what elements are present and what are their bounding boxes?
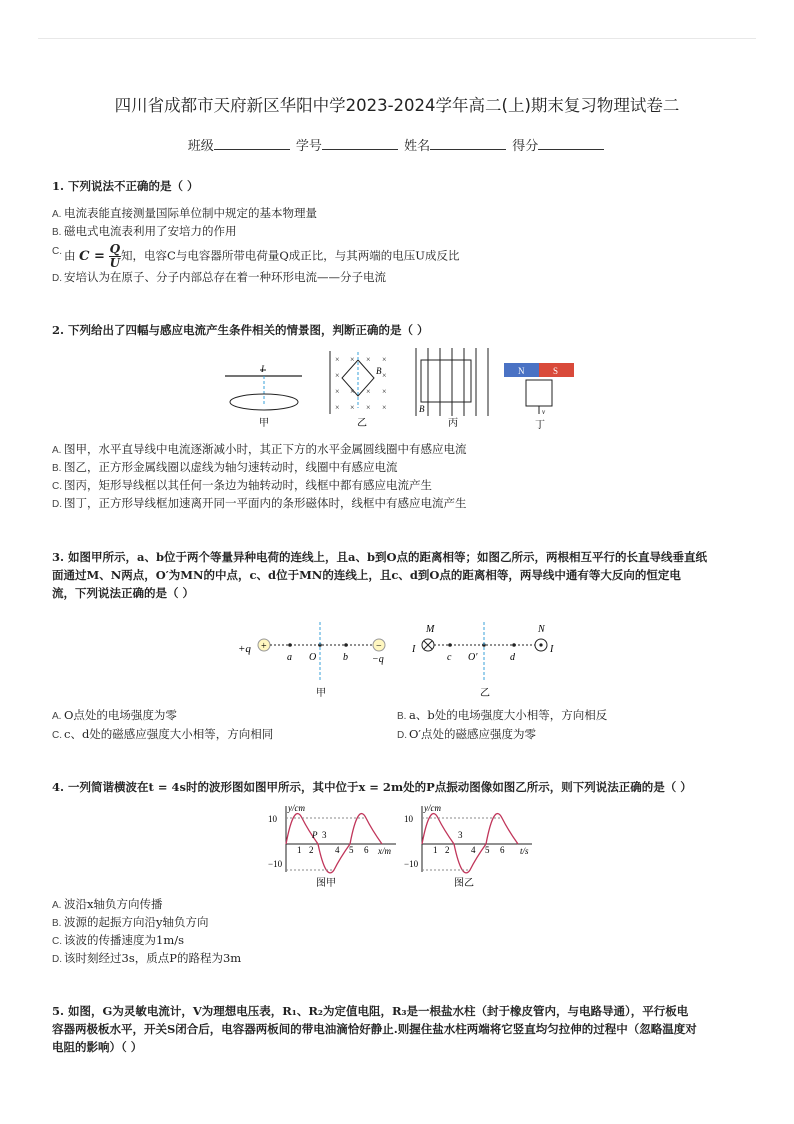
q2-option-c[interactable]: C. 图丙，矩形导线框以其任何一条边为轴转动时，线框中都有感应电流产生 xyxy=(52,478,432,492)
label-c: c xyxy=(447,652,452,663)
minus-q-label: −q xyxy=(372,654,384,665)
fraction-q-over-u: $\frac{Q}{U}$ xyxy=(109,242,121,270)
q5-stem-line3: 电阻的影响）（ ） xyxy=(52,1040,143,1054)
q1-option-c[interactable]: C. 由 C = $\frac{Q}{U}$ 知，电容C与电容器所带电荷量Q成正比，与其两端的电压U成反比 xyxy=(52,242,460,270)
name-blank[interactable] xyxy=(430,138,506,150)
svg-text:×: × xyxy=(350,355,355,364)
svg-text:6: 6 xyxy=(500,845,505,855)
caption-bing: 丙 xyxy=(448,418,458,429)
svg-text:×: × xyxy=(382,403,387,412)
q3-stem-line1: 3. 如图甲所示，a、b位于两个等量异种电荷的连线上，且a、b到O点的距离相等；如图乙所示，两根相互平行的长直导线垂直纸 xyxy=(52,550,708,564)
svg-text:×: × xyxy=(350,403,355,412)
q4-figures xyxy=(268,800,538,892)
caption-q3-yi: 乙 xyxy=(480,688,490,699)
figure-wires xyxy=(411,622,554,699)
svg-text:×: × xyxy=(335,403,340,412)
q4-option-c[interactable]: C. 该波的传播速度为1m/s xyxy=(52,933,184,947)
q1-option-a[interactable]: A. 电流表能直接测量国际单位制中规定的基本物理量 xyxy=(52,206,317,220)
q3-option-a-text: O点处的电场强度为零 xyxy=(64,708,177,722)
label-n: N xyxy=(538,624,545,635)
label-o-prime: O′ xyxy=(468,652,478,663)
tick-neg10-jia: −10 xyxy=(268,859,283,869)
wave-graph-jia xyxy=(268,803,396,889)
q1-option-a-text: 电流表能直接测量国际单位制中规定的基本物理量 xyxy=(64,206,317,220)
current-label-i: I xyxy=(261,364,264,374)
q4-option-a[interactable]: A. 波沿x轴负方向传播 xyxy=(52,897,163,911)
id-label: 学号 xyxy=(295,139,322,154)
figure-jia xyxy=(225,364,302,429)
tick-10-jia: 10 xyxy=(268,814,277,824)
svg-text:2: 2 xyxy=(309,845,314,855)
q5-stem-line1: 5. 如图，G为灵敏电流计，V为理想电压表，R₁、R₂为定值电阻，R₃是一根盐水柱（封于橡皮管内，与电路导通），平行板电 xyxy=(52,1004,689,1018)
q3-option-c[interactable]: C. c、d处的磁感应强度大小相等，方向相同 xyxy=(52,727,274,741)
label-a: a xyxy=(287,652,292,663)
svg-text:×: × xyxy=(335,387,340,396)
figure-yi xyxy=(330,351,387,429)
q3-option-b-text: a、b处的电场强度大小相等，方向相反 xyxy=(409,708,608,722)
q1-option-d[interactable]: D. 安培认为在原子、分子内部总存在着一种环形电流——分子电流 xyxy=(52,270,386,284)
top-rule xyxy=(38,38,756,39)
caption-q4-jia: 图甲 xyxy=(316,878,336,889)
q4-option-d[interactable]: D. 该时刻经过3s，质点P的路程为3m xyxy=(52,951,242,965)
q1-option-b[interactable]: B. 磁电式电流表利用了安培力的作用 xyxy=(52,224,237,238)
label-m: M xyxy=(426,624,435,635)
n-label: N xyxy=(518,366,525,376)
q4-stem: 4. 一列简谐横波在t = 4s时的波形图如图甲所示，其中位于x = 2m处的P点振动图像如图乙所示，则下列说法正确的是（ ） xyxy=(52,780,692,794)
cross-mark xyxy=(424,641,432,649)
wave-curve xyxy=(286,814,382,873)
q3-stem-line3: 流，下列说法正确的是（ ） xyxy=(52,586,195,600)
q2-option-b-text: 图乙，正方形金属线圈以虚线为轴匀速转动时，线圈中有感应电流 xyxy=(64,460,398,474)
tick-neg10-yi: −10 xyxy=(404,859,419,869)
q2-option-d[interactable]: D. 图丁，正方形导线框加速离开同一平面内的条形磁体时，线框中有感应电流产生 xyxy=(52,496,467,510)
caption-jia: 甲 xyxy=(259,418,269,429)
y-label-yi: y/cm xyxy=(424,803,441,813)
q2-option-a-text: 图甲，水平直导线中电流逐渐减小时，其正下方的水平金属圆线圈中有感应电流 xyxy=(64,442,467,456)
plus-q-label: +q xyxy=(238,643,251,655)
id-blank[interactable] xyxy=(322,138,398,150)
vibration-curve xyxy=(422,814,518,873)
q3-option-c-text: c、d处的磁感应强度大小相等，方向相同 xyxy=(64,727,274,741)
x-label-jia: x/m xyxy=(378,846,391,856)
q1-option-c-post: 知，电容C与电容器所带电荷量Q成正比，与其两端的电压U成反比 xyxy=(121,248,460,263)
caption-q4-yi: 图乙 xyxy=(454,878,474,889)
svg-text:×: × xyxy=(350,387,355,396)
svg-text:6: 6 xyxy=(364,845,369,855)
point-p: P xyxy=(312,830,318,840)
tick-3-jia: 3 xyxy=(322,830,327,840)
figure-charges xyxy=(238,622,385,699)
page-title: 四川省成都市天府新区华阳中学2023-2024学年高二(上)期末复习物理试卷二 xyxy=(114,96,680,115)
caption-q3-jia: 甲 xyxy=(316,688,326,699)
q2-option-a[interactable]: A. 图甲，水平直导线中电流逐渐减小时，其正下方的水平金属圆线圈中有感应电流 xyxy=(52,442,467,456)
figure-ding xyxy=(504,363,574,431)
q3-figures xyxy=(230,618,570,700)
formula-c-q-over-u: C = xyxy=(79,248,105,264)
q3-option-d[interactable]: D. O′点处的磁感应强度为零 xyxy=(397,727,537,741)
svg-text:×: × xyxy=(382,371,387,380)
student-info-line xyxy=(0,135,794,154)
tick-3-yi: 3 xyxy=(458,830,463,840)
q1-stem: 1. 下列说法不正确的是（ ） xyxy=(52,179,199,193)
svg-text:×: × xyxy=(366,403,371,412)
tick-10-yi: 10 xyxy=(404,814,413,824)
q1-option-c-pre: 由 xyxy=(64,248,76,263)
svg-text:×: × xyxy=(366,387,371,396)
q2-stem: 2. 下列给出了四幅与感应电流产生条件相关的情景图，判断正确的是（ ） xyxy=(52,323,429,337)
q3-option-a[interactable]: A. O点处的电场强度为零 xyxy=(52,708,177,722)
label-d: d xyxy=(510,652,515,663)
name-label: 姓名 xyxy=(404,139,431,154)
vibration-graph-yi xyxy=(404,803,532,889)
svg-text:1: 1 xyxy=(297,845,302,855)
q3-option-b[interactable]: B. a、b处的电场强度大小相等，方向相反 xyxy=(397,708,608,722)
field-label-b-bing: B xyxy=(419,404,425,414)
score-label: 得分 xyxy=(512,139,539,154)
svg-text:×: × xyxy=(366,355,371,364)
svg-text:4: 4 xyxy=(471,845,476,855)
svg-text:2: 2 xyxy=(445,845,450,855)
svg-text:×: × xyxy=(335,355,340,364)
svg-text:5: 5 xyxy=(349,845,354,855)
q4-option-b-text: 波源的起振方向沿y轴负方向 xyxy=(64,915,209,929)
class-blank[interactable] xyxy=(214,138,290,150)
q2-option-b[interactable]: B. 图乙，正方形金属线圈以虚线为轴匀速转动时，线圈中有感应电流 xyxy=(52,460,398,474)
q3-stem-line2: 面通过M、N两点，O′为MN的中点，c、d位于MN的连线上，且c、d到O点的距离相等，两导线中通有等大反向的恒定电 xyxy=(52,568,681,582)
svg-text:4: 4 xyxy=(335,845,340,855)
label-i-right: I xyxy=(550,644,554,655)
velocity-label: v xyxy=(542,408,546,416)
q2-option-d-text: 图丁，正方形导线框加速离开同一平面内的条形磁体时，线框中有感应电流产生 xyxy=(64,496,467,510)
label-o: O xyxy=(309,652,317,663)
svg-text:1: 1 xyxy=(433,845,438,855)
s-label: S xyxy=(553,366,559,376)
q4-option-d-text: 该时刻经过3s，质点P的路程为3m xyxy=(64,951,242,965)
svg-text:×: × xyxy=(382,355,387,364)
plus-sign: + xyxy=(261,641,267,652)
caption-yi: 乙 xyxy=(357,418,367,429)
field-label-b: B xyxy=(376,366,382,376)
x-ticks-jia xyxy=(297,845,369,855)
t-label-yi: t/s xyxy=(520,846,529,856)
figure-bing xyxy=(416,348,488,429)
q4-option-b[interactable]: B. 波源的起振方向沿y轴负方向 xyxy=(52,915,209,929)
q4-option-a-text: 波沿x轴负方向传播 xyxy=(64,897,163,911)
q2-figures xyxy=(220,346,580,432)
t-ticks-yi xyxy=(433,845,505,855)
q2-option-c-text: 图丙，矩形导线框以其任何一条边为轴转动时，线框中都有感应电流产生 xyxy=(64,478,432,492)
square-frame xyxy=(526,380,552,406)
svg-text:5: 5 xyxy=(485,845,490,855)
svg-text:×: × xyxy=(335,371,340,380)
q4-option-c-text: 该波的传播速度为1m/s xyxy=(64,933,184,947)
q1-option-b-text: 磁电式电流表利用了安培力的作用 xyxy=(64,224,237,238)
q3-option-d-text: O′点处的磁感应强度为零 xyxy=(409,727,537,741)
label-i-left: I xyxy=(412,644,416,655)
q1-option-d-text: 安培认为在原子、分子内部总存在着一种环形电流——分子电流 xyxy=(64,270,386,284)
class-label: 班级 xyxy=(187,139,214,154)
label-b: b xyxy=(343,652,348,663)
minus-sign: − xyxy=(376,641,382,652)
y-label-jia: y/cm xyxy=(288,803,305,813)
caption-ding: 丁 xyxy=(535,420,545,431)
score-blank[interactable] xyxy=(538,138,604,150)
q5-stem-line2: 容器两极板水平，开关S闭合后，电容器两板间的带电油滴恰好静止.则握住盐水柱两端将它竖直均匀拉伸的过程中（忽略温度对 xyxy=(52,1022,697,1036)
svg-text:×: × xyxy=(382,387,387,396)
